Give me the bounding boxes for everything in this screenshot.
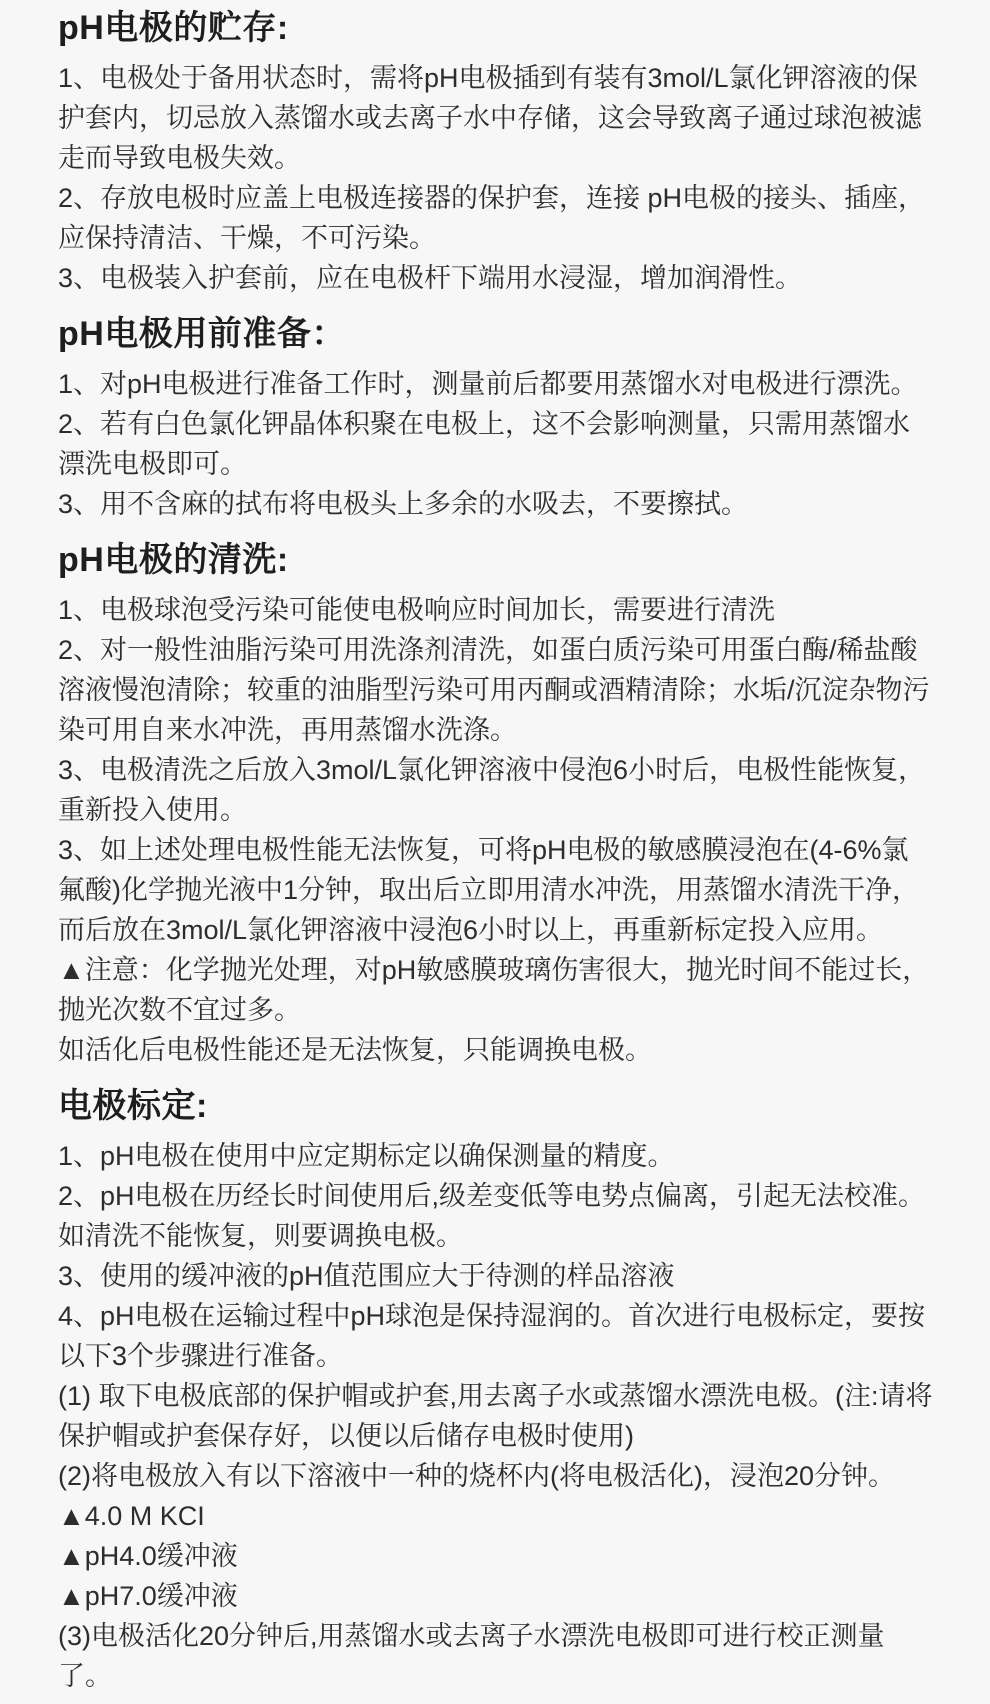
preparation-item-2: 2、若有白色氯化钾晶体积聚在电极上，这不会影响测量，只需用蒸馏水漂洗电极即可。 <box>58 409 911 479</box>
section-title-calibration: 电极标定: <box>58 1087 208 1125</box>
cleaning-note: ▲注意：化学抛光处理，对pH敏感膜玻璃伤害很大，抛光时间不能过长，抛光次数不宜过多。 <box>58 955 930 1025</box>
storage-item-2: 2、存放电极时应盖上电极连接器的保护套，连接 pH电极的接头、插座，应保持清洁、干燥，不可污染。 <box>58 183 926 253</box>
cleaning-item-2: 2、对一般性油脂污染可用洗涤剂清洗，如蛋白质污染可用蛋白酶/稀盐酸溶液慢泡清除；较重的油脂型污染可用丙酮或酒精清除；水垢/沉淀杂物污染可用自来水冲洗，再用蒸馏水洗涤。 <box>58 635 930 745</box>
section-title-cleaning: pH电极的清洗: <box>58 541 289 579</box>
preparation-item-1: 1、对pH电极进行准备工作时，测量前后都要用蒸馏水对电极进行漂洗。 <box>58 369 918 399</box>
storage-item-1: 1、电极处于备用状态时，需将pH电极插到有装有3mol/L氯化钾溶液的保护套内，切忌放入蒸馏水或去离子水中存储，这会导致离子通过球泡被滤走而导致电极失效。 <box>58 63 922 173</box>
cleaning-replace-note: 如活化后电极性能还是无法恢复，只能调换电极。 <box>58 1035 652 1065</box>
solution-option-ph4: ▲pH4.0缓冲液 <box>58 1541 238 1571</box>
cleaning-item-4: 3、如上述处理电极性能无法恢复，可将pH电极的敏感膜浸泡在(4-6%氯氟酸)化学抛光液中1分钟，取出后立即用清水冲洗，用蒸馏水清洗干净，而后放在3mol/L氯化钾溶液中浸泡6小时以上，再重新标定投入应用。 <box>58 835 920 945</box>
calibration-step-3: (3)电极活化20分钟后,用蒸馏水或去离子水漂洗电极即可进行校正测量了。 <box>58 1621 885 1691</box>
section-title-storage: pH电极的贮存: <box>58 9 289 47</box>
preparation-item-3: 3、用不含麻的拭布将电极头上多余的水吸去，不要擦拭。 <box>58 489 749 519</box>
section-ph-electrode-storage <box>58 8 934 298</box>
section-electrode-calibration <box>58 1086 934 1696</box>
calibration-step-2: (2)将电极放入有以下溶液中一种的烧杯内(将电极活化)，浸泡20分钟。 <box>58 1461 896 1491</box>
section-ph-electrode-preparation <box>58 314 934 524</box>
calibration-item-1: 1、pH电极在使用中应定期标定以确保测量的精度。 <box>58 1141 675 1171</box>
calibration-item-4: 4、pH电极在运输过程中pH球泡是保持湿润的。首次进行电极标定，要按以下3个步骤进行准备。 <box>58 1301 926 1371</box>
cleaning-item-1: 1、电极球泡受污染可能使电极响应时间加长，需要进行清洗 <box>58 595 776 625</box>
solution-option-ph7: ▲pH7.0缓冲液 <box>58 1581 238 1611</box>
section-title-preparation: pH电极用前准备： <box>58 315 346 353</box>
solution-option-kcl: ▲4.0 M KCI <box>58 1501 205 1531</box>
section-ph-electrode-cleaning <box>58 540 934 1070</box>
storage-item-3: 3、电极装入护套前，应在电极杆下端用水浸湿，增加润滑性。 <box>58 263 803 293</box>
calibration-step-1: (1) 取下电极底部的保护帽或护套,用去离子水或蒸馏水漂洗电极。(注:请将保护帽或护套保存好，以便以后储存电极时使用) <box>58 1381 933 1451</box>
calibration-item-3: 3、使用的缓冲液的pH值范围应大于待测的样品溶液 <box>58 1261 675 1291</box>
cleaning-item-3: 3、电极清洗之后放入3mol/L氯化钾溶液中侵泡6小时后，电极性能恢复，重新投入使用。 <box>58 755 926 825</box>
calibration-item-2: 2、pH电极在历经长时间使用后,级差变低等电势点偏离，引起无法校准。如清洗不能恢复，则要调换电极。 <box>58 1181 926 1251</box>
